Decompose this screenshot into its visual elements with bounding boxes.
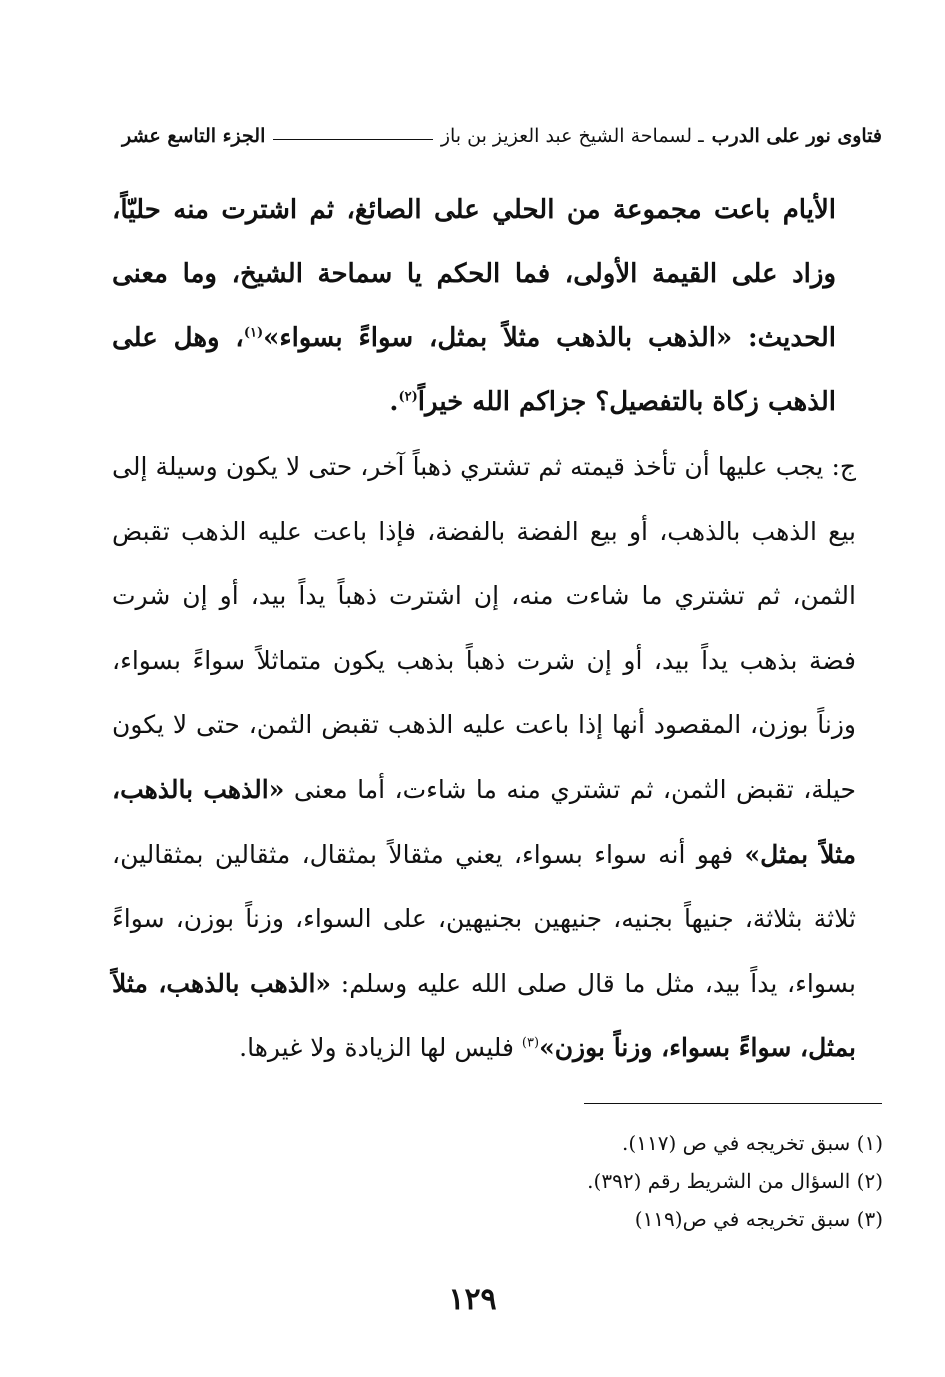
footnote-ref-3: (٣)	[521, 1036, 540, 1052]
answer-paragraph	[112, 435, 856, 1081]
header-author: ـ لسماحة الشيخ عبد العزيز بن باز	[440, 125, 704, 147]
hadith-quote-1: «الذهب بالذهب، مثلاً بمثل»	[112, 774, 857, 869]
answer-text-3: فليس لها الزيادة ولا غيرها.	[239, 1033, 522, 1063]
answer-text-1: ج: يجب عليها أن تأخذ قيمته ثم تشتري ذهباً آخر، حتى لا يكون وسيلة إلى بيع الذهب بالذهب، أو بيع الفضة بالفضة، فإذا باعت عليه الذهب تقبض الثمن، ثم تشتري ما شاءت منه، إن اشترت ذهباً يداً بيد، أو إن شرت فضة بذهب يداً بيد، أو إن شرت ذهباً بذهب يكون متماثلاً سواءً بسواء، وزناً بوزن، المقصود أنها إذا باعت عليه الذهب تقبض الثمن، حتى لا يكون حيلة، تقبض الثمن، ثم تشتري منه ما شاءت، أما معنى	[112, 452, 856, 804]
footnotes	[463, 1124, 883, 1238]
question-text: الأيام باعت مجموعة من الحلي على الصائغ، ثم اشترت منه حليّاً، وزاد على القيمة الأولى، فما الحكم يا سماحة الشيخ، وما معنى الحديث: «الذهب بالذهب مثلاً بمثل، سواءً بسواء»	[112, 195, 836, 353]
header-rule	[273, 139, 432, 140]
footnote-3: (٣) سبق تخريجه في ص(١١٩)	[634, 1207, 883, 1231]
footnote-ref-1: (١)	[243, 325, 264, 341]
footnote-ref-2: (٢)	[398, 389, 418, 405]
page-number: ١٢٩	[448, 1282, 497, 1317]
question-text-cont: ، وهل على الذهب زكاة بالتفصيل؟ جزاكم الله خيراً	[112, 323, 836, 417]
footnote-1: (١) سبق تخريجه في ص (١١٧).	[622, 1131, 883, 1155]
book-title: فتاوى نور على الدرب	[711, 125, 882, 147]
hadith-quote-2: «الذهب بالذهب، مثلاً بمثل، سواءً بسواء، وزناً بوزن»	[112, 968, 856, 1063]
question-end: .	[389, 387, 399, 417]
footnote-separator	[584, 1103, 882, 1104]
question-paragraph	[112, 178, 836, 434]
answer-text-2: فهو أنه سواء بسواء، يعني مثقالاً بمثقال، مثقالين بمثقالين، ثلاثة بثلاثة، جنيهاً بجنيه، جنيهين بجنيهين، على السواء، وزناً بوزن، سواءً بسواء، يداً بيد، مثل ما قال صلى الله عليه وسلم:	[112, 839, 856, 998]
running-header	[122, 118, 882, 154]
footnote-2: (٢) السؤال من الشريط رقم (٣٩٢).	[587, 1169, 883, 1193]
volume-label: الجزء التاسع عشر	[122, 125, 266, 147]
